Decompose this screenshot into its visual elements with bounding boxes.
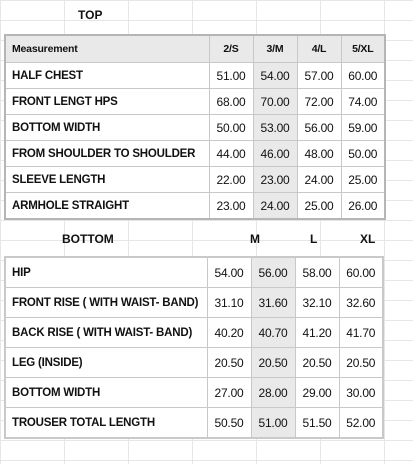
measurement-value: 51.50 <box>295 408 339 439</box>
table-row <box>5 318 383 348</box>
measurement-value: 24.00 <box>297 167 341 193</box>
measurement-value: 53.00 <box>253 115 297 141</box>
measurement-value: 23.00 <box>209 193 253 220</box>
measurement-name: BOTTOM WIDTH <box>5 378 207 408</box>
measurement-value: 41.20 <box>295 318 339 348</box>
measurement-value: 23.00 <box>253 167 297 193</box>
table-row <box>5 89 385 115</box>
table-row <box>5 257 383 288</box>
size-label-l: L <box>310 232 318 246</box>
measurement-value: 41.70 <box>339 318 383 348</box>
measurement-value: 48.00 <box>297 141 341 167</box>
measurement-value: 51.00 <box>209 63 253 89</box>
header-size: 2/S <box>209 35 253 63</box>
measurement-name: HIP <box>5 257 207 288</box>
table-row <box>5 288 383 318</box>
bottom-measurement-table <box>4 256 384 439</box>
measurement-name: FRONT LENGT HPS <box>5 89 209 115</box>
measurement-name: LEG (INSIDE) <box>5 348 207 378</box>
measurement-value: 50.00 <box>341 141 385 167</box>
measurement-value: 60.00 <box>339 257 383 288</box>
measurement-value: 32.10 <box>295 288 339 318</box>
measurement-value: 40.20 <box>207 318 251 348</box>
table-row <box>5 378 383 408</box>
measurement-value: 31.10 <box>207 288 251 318</box>
measurement-name: BACK RISE ( WITH WAIST- BAND) <box>5 318 207 348</box>
top-header-row <box>5 35 385 63</box>
header-size: 4/L <box>297 35 341 63</box>
measurement-value: 50.00 <box>209 115 253 141</box>
measurement-value: 40.70 <box>251 318 295 348</box>
measurement-value: 51.00 <box>251 408 295 439</box>
measurement-value: 32.60 <box>339 288 383 318</box>
size-label-m: M <box>250 232 260 246</box>
size-label-xl: XL <box>360 232 376 246</box>
measurement-value: 25.00 <box>297 193 341 220</box>
measurement-name: BOTTOM WIDTH <box>5 115 209 141</box>
measurement-value: 20.50 <box>251 348 295 378</box>
header-size: 3/M <box>253 35 297 63</box>
table-row <box>5 141 385 167</box>
measurement-name: FRONT RISE ( WITH WAIST- BAND) <box>5 288 207 318</box>
top-measurement-table <box>4 34 386 220</box>
measurement-name: FROM SHOULDER TO SHOULDER <box>5 141 209 167</box>
top-section-title: TOP <box>78 8 103 22</box>
measurement-value: 68.00 <box>209 89 253 115</box>
measurement-value: 54.00 <box>207 257 251 288</box>
measurement-name: TROUSER TOTAL LENGTH <box>5 408 207 439</box>
measurement-value: 72.00 <box>297 89 341 115</box>
measurement-value: 56.00 <box>251 257 295 288</box>
measurement-value: 46.00 <box>253 141 297 167</box>
table-row <box>5 193 385 220</box>
table-row <box>5 348 383 378</box>
measurement-value: 27.00 <box>207 378 251 408</box>
measurement-value: 50.50 <box>207 408 251 439</box>
header-size: 5/XL <box>341 35 385 63</box>
measurement-value: 29.00 <box>295 378 339 408</box>
measurement-value: 60.00 <box>341 63 385 89</box>
measurement-value: 70.00 <box>253 89 297 115</box>
measurement-value: 30.00 <box>339 378 383 408</box>
measurement-value: 58.00 <box>295 257 339 288</box>
measurement-value: 28.00 <box>251 378 295 408</box>
header-measurement: Measurement <box>5 35 209 63</box>
table-row <box>5 408 383 439</box>
table-row <box>5 167 385 193</box>
measurement-name: SLEEVE LENGTH <box>5 167 209 193</box>
measurement-value: 24.00 <box>253 193 297 220</box>
measurement-name: HALF CHEST <box>5 63 209 89</box>
measurement-name: ARMHOLE STRAIGHT <box>5 193 209 220</box>
measurement-value: 56.00 <box>297 115 341 141</box>
measurement-value: 25.00 <box>341 167 385 193</box>
table-row <box>5 115 385 141</box>
measurement-value: 20.50 <box>295 348 339 378</box>
measurement-value: 26.00 <box>341 193 385 220</box>
measurement-value: 52.00 <box>339 408 383 439</box>
measurement-value: 59.00 <box>341 115 385 141</box>
table-row <box>5 63 385 89</box>
bottom-section-title: BOTTOM <box>62 232 114 246</box>
measurement-value: 20.50 <box>339 348 383 378</box>
measurement-value: 22.00 <box>209 167 253 193</box>
measurement-value: 54.00 <box>253 63 297 89</box>
measurement-value: 44.00 <box>209 141 253 167</box>
measurement-value: 31.60 <box>251 288 295 318</box>
measurement-value: 20.50 <box>207 348 251 378</box>
measurement-value: 57.00 <box>297 63 341 89</box>
measurement-value: 74.00 <box>341 89 385 115</box>
